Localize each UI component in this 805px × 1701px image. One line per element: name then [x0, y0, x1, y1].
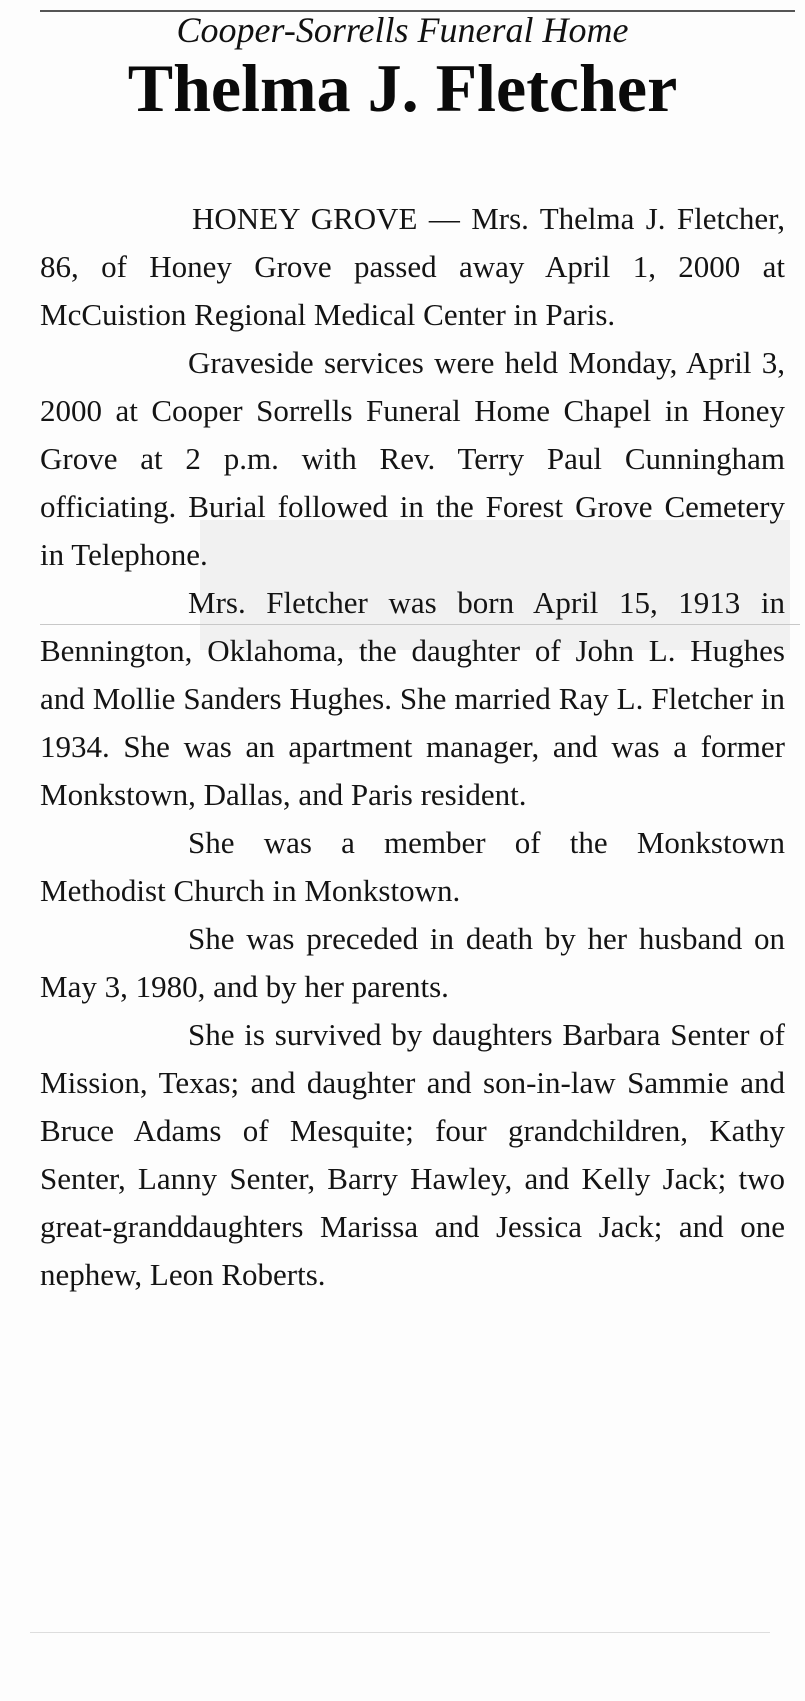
paragraph-biography: Mrs. Fletcher was born April 15, 1913 in Bennington, Oklahoma, the daughter of John L. Hughes and Mollie Sanders Hughes. She married Ray L. Fletcher in 1934. She was an apartment manager, and was a former Monkstown, Dallas, and Paris resident. — [40, 585, 785, 812]
paragraph-survivors: She is survived by daughters Barbara Senter of Mission, Texas; and daughter and son-in-law Sammie and Bruce Adams of Mesquite; four grandchildren, Kathy Senter, Lanny Senter, Barry Hawley, and Kelly Jack; two great-granddaughters Marissa and Jessica Jack; and one nephew, Leon Roberts. — [40, 1017, 785, 1292]
paragraph-death-notice: HONEY GROVE — Mrs. Thelma J. Fletcher, 86, of Honey Grove passed away April 1, 2000 at McCuistion Regional Medical Center in Paris. — [40, 201, 785, 332]
obituary-title: Thelma J. Fletcher — [127, 50, 678, 126]
obituary-body — [40, 195, 785, 1299]
paragraph-church: She was a member of the Monkstown Methodist Church in Monkstown. — [40, 825, 785, 908]
paragraph-preceded: She was preceded in death by her husband on May 3, 1980, and by her parents. — [40, 921, 785, 1004]
funeral-home-heading: Cooper-Sorrells Funeral Home — [176, 10, 629, 50]
paragraph-services: Graveside services were held Monday, April 3, 2000 at Cooper Sorrells Funeral Home Chapel in Honey Grove at 2 p.m. with Rev. Terry Paul Cunningham officiating. Burial followed in the Forest Grove Cemetery in Telephone. — [40, 345, 785, 572]
bottom-rule — [30, 1632, 770, 1633]
